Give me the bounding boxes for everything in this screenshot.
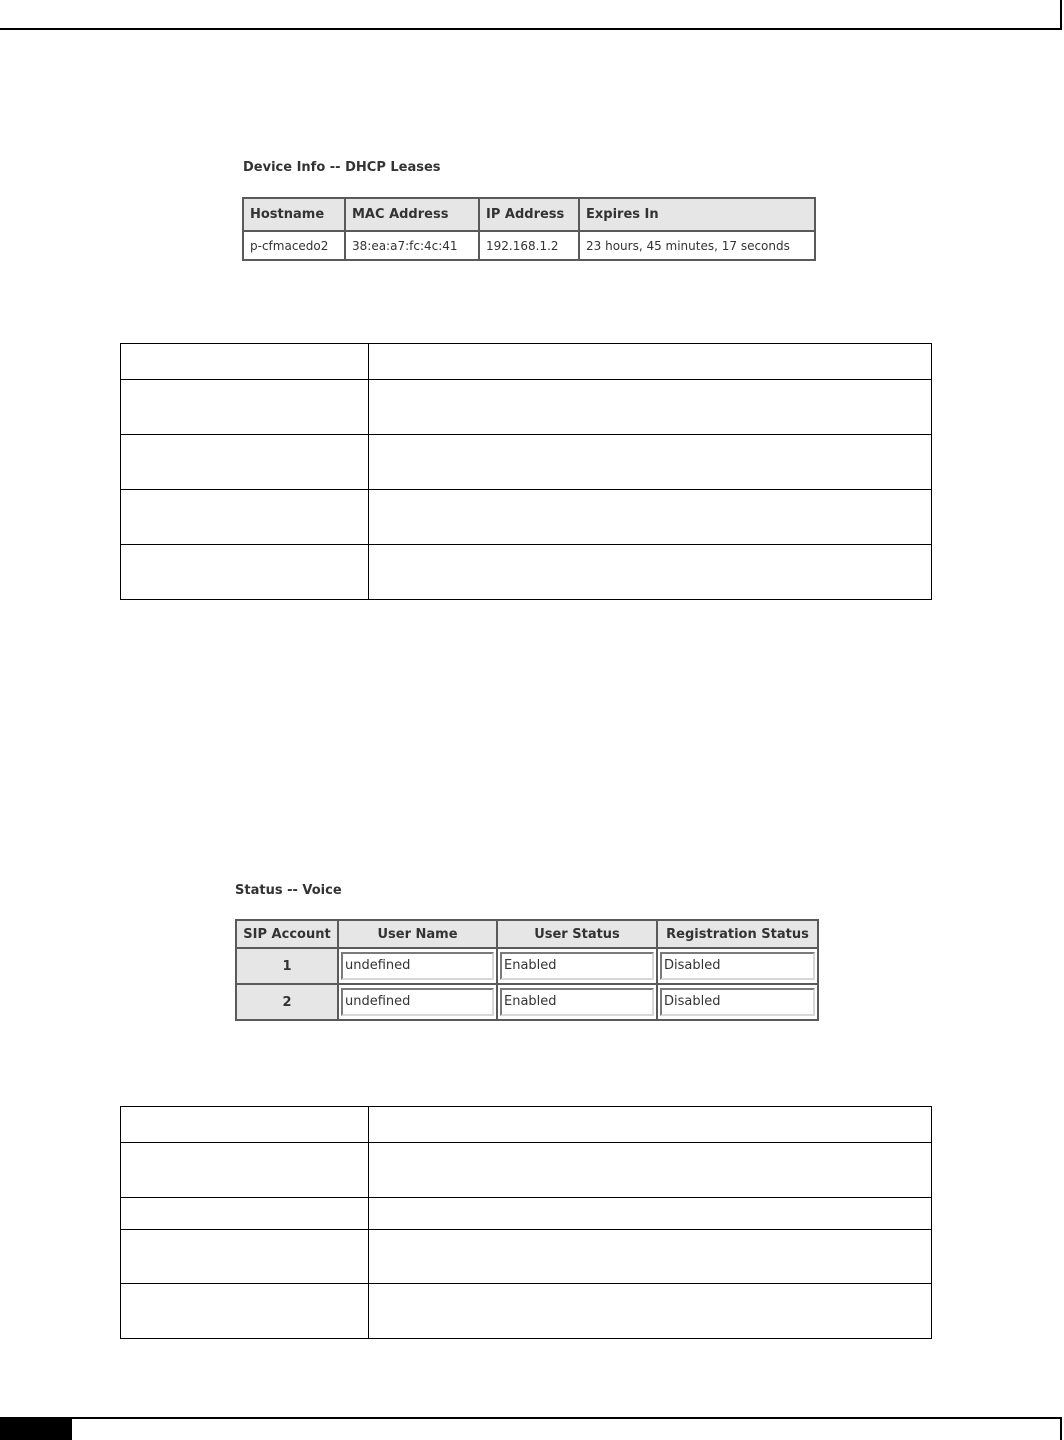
registration-status-field[interactable]: Disabled [660,988,815,1016]
expires-in-cell: 23 hours, 45 minutes, 17 seconds [579,231,815,260]
table-cell [121,1284,369,1339]
table-cell [369,1284,932,1339]
table-cell [369,1143,932,1198]
table-header-row [236,920,818,948]
dhcp-leases-table [242,197,816,261]
dhcp-leases-title: Device Info -- DHCP Leases [243,160,441,175]
table-cell [121,435,369,490]
table-row [121,344,932,380]
table-cell [369,545,932,600]
column-header-registration-status: Registration Status [657,920,818,948]
column-header-expires-in: Expires In [579,198,815,231]
table-cell [121,490,369,545]
table-row [121,1230,932,1284]
mac-address-cell: 38:ea:a7:fc:4c:41 [345,231,479,260]
page-number-tab [0,1417,72,1440]
table-row [236,984,818,1020]
hostname-cell: p-cfmacedo2 [243,231,345,260]
table-row [121,545,932,600]
column-header-ip-address: IP Address [479,198,579,231]
user-name-field[interactable]: undefined [341,988,494,1016]
table-cell [121,1230,369,1284]
registration-status-field[interactable]: Disabled [660,952,815,980]
column-header-user-status: User Status [497,920,657,948]
table-cell [369,1230,932,1284]
table-header-row [243,198,815,231]
table-cell [121,545,369,600]
table-row [121,435,932,490]
table-cell [121,344,369,380]
table-cell [369,380,932,435]
table-cell [369,344,932,380]
table-row [121,1107,932,1143]
user-status-cell [497,984,657,1020]
registration-status-cell [657,984,818,1020]
table-cell [369,1198,932,1230]
user-name-cell [338,984,497,1020]
table-cell [121,380,369,435]
voice-status-table [235,919,819,1021]
column-header-user-name: User Name [338,920,497,948]
user-status-field[interactable]: Enabled [500,988,654,1016]
table-row [121,380,932,435]
table-row [121,1284,932,1339]
table-cell [369,490,932,545]
table-row [121,490,932,545]
parameter-description-table [120,1106,932,1339]
column-header-hostname: Hostname [243,198,345,231]
table-row [243,231,815,260]
user-name-field[interactable]: undefined [341,952,494,980]
table-row [121,1198,932,1230]
page-header-rule [0,0,1062,30]
table-cell [121,1107,369,1143]
table-cell [121,1143,369,1198]
user-status-field[interactable]: Enabled [500,952,654,980]
table-row [121,1143,932,1198]
ip-address-cell: 192.168.1.2 [479,231,579,260]
table-cell [369,435,932,490]
registration-status-cell [657,948,818,984]
voice-status-title: Status -- Voice [235,883,342,898]
table-cell [369,1107,932,1143]
user-name-cell [338,948,497,984]
page-footer-rule [0,1417,1062,1419]
page-footer-rule-tick [1060,1417,1062,1440]
sip-account-cell: 1 [236,948,338,984]
user-status-cell [497,948,657,984]
column-header-sip-account: SIP Account [236,920,338,948]
column-header-mac-address: MAC Address [345,198,479,231]
table-cell [121,1198,369,1230]
parameter-description-table [120,343,932,600]
sip-account-cell: 2 [236,984,338,1020]
table-row [236,948,818,984]
